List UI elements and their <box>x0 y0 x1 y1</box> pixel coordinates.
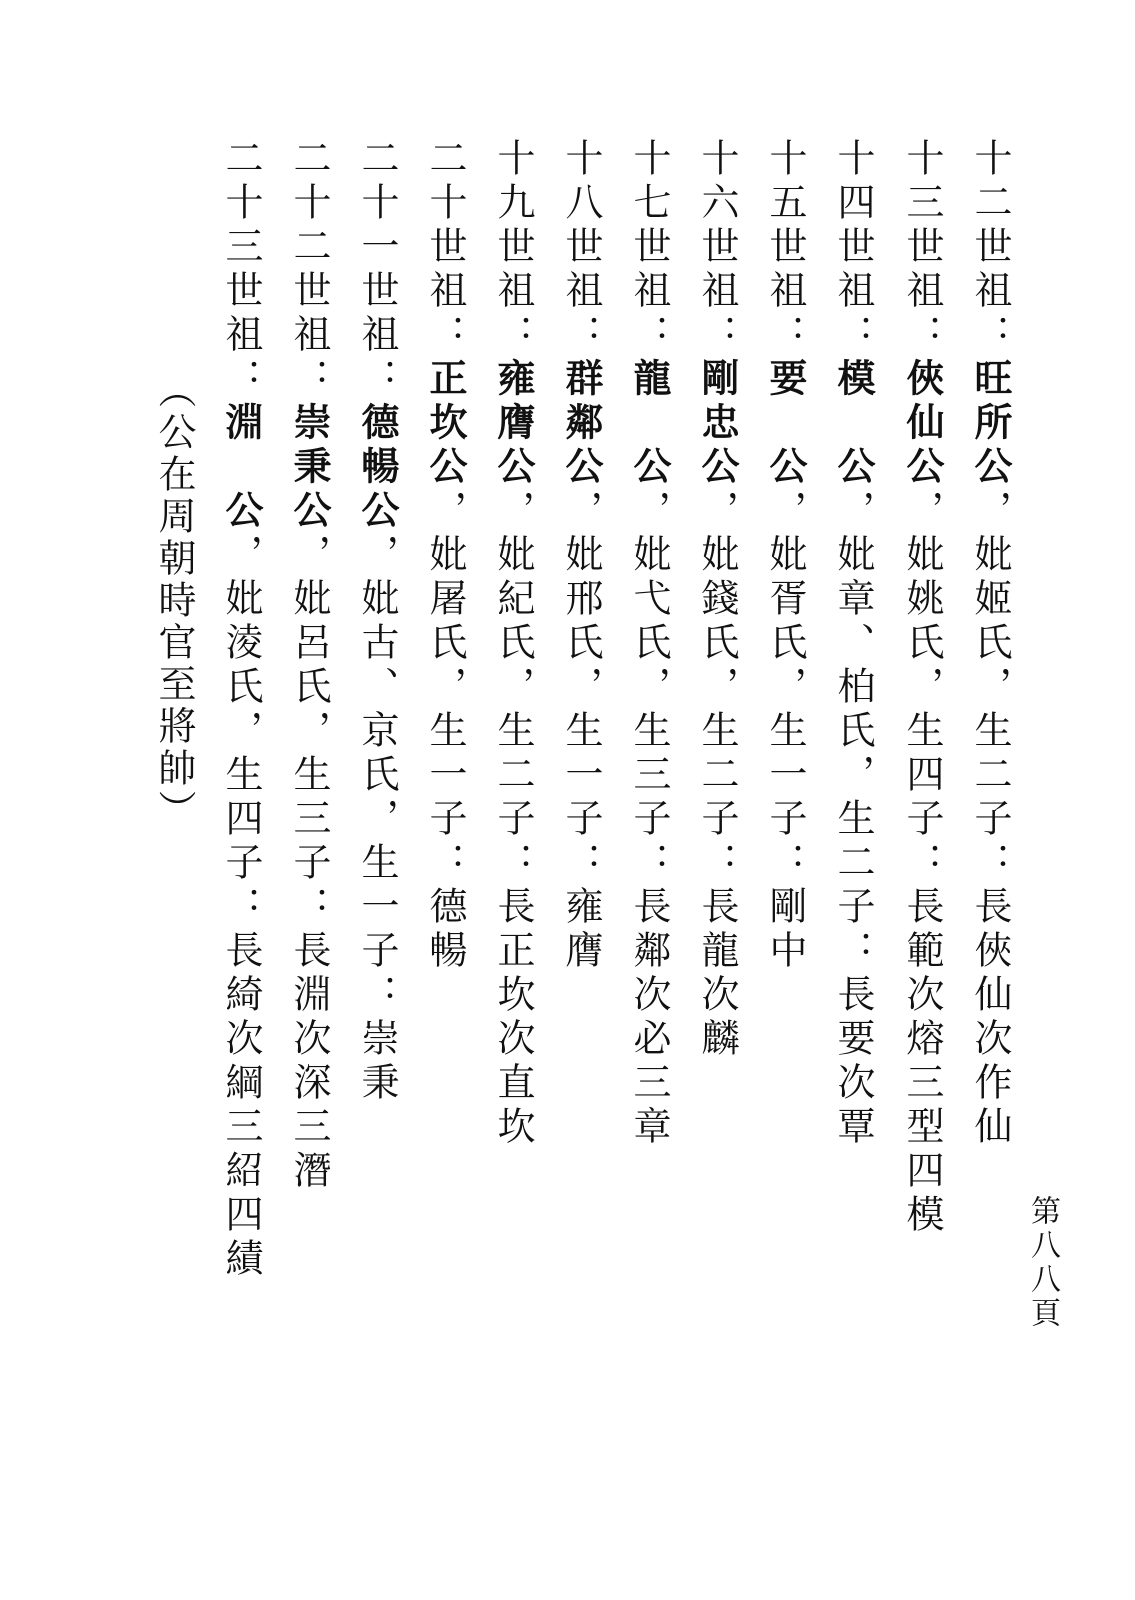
generation-details: ，妣紀氏，生二子：長正坎次直坎 <box>491 490 535 1150</box>
generation-details: ，妣章、柏氏，生二子：長要次覃 <box>831 490 875 1150</box>
generation-details: ，妣邢氏，生一子：雍膺 <box>559 490 603 974</box>
ancestor-name: 模 公 <box>831 358 875 490</box>
generation-details: ，妣錢氏，生二子：長龍次麟 <box>695 490 739 1062</box>
generation-details: ，妣屠氏，生一子：德暢 <box>423 490 467 974</box>
generation-label: 十二世祖： <box>968 138 1012 358</box>
generation-column-15 <box>761 138 809 974</box>
generation-details: ，妣淩氏，生四子：長綺次綱三紹四績 <box>219 534 263 1282</box>
generation-column-17 <box>625 138 673 1150</box>
generation-label: 十七世祖： <box>627 138 671 358</box>
generation-label: 十五世祖： <box>763 138 807 358</box>
generation-details: ，妣古、京氏，生一子：崇秉 <box>355 534 399 1106</box>
ancestor-name: 要 公 <box>763 358 807 490</box>
generation-details: ，妣弋氏，生三子：長鄰次必三章 <box>627 490 671 1150</box>
generation-column-16 <box>693 138 741 1062</box>
ancestor-name: 群鄰公 <box>559 358 603 490</box>
generation-details: ，妣姬氏，生二子：長俠仙次作仙 <box>968 490 1012 1150</box>
generation-details: ，妣呂氏，生三子：長淵次深三潛 <box>287 534 331 1194</box>
generation-column-19 <box>489 138 537 1150</box>
generation-label: 二十世祖： <box>423 138 467 358</box>
generation-column-13 <box>898 138 946 1238</box>
ancestor-name: 龍 公 <box>627 358 671 490</box>
ancestor-name: 俠仙公 <box>900 358 944 490</box>
generation-column-20 <box>421 138 469 974</box>
ancestor-name: 旺所公 <box>968 358 1012 490</box>
generation-label: 二十一世祖： <box>355 138 399 402</box>
generation-label: 二十二世祖： <box>287 138 331 402</box>
ancestor-name: 淵 公 <box>219 402 263 534</box>
ancestor-name: 正坎公 <box>423 358 467 490</box>
generation-label: 十三世祖： <box>900 138 944 358</box>
generation-column-21 <box>353 138 401 1106</box>
generation-label: 十六世祖： <box>695 138 739 358</box>
ancestor-name: 崇秉公 <box>287 402 331 534</box>
ancestor-name: 剛忠公 <box>695 358 739 490</box>
generation-label: 十九世祖： <box>491 138 535 358</box>
ancestor-name: 德暢公 <box>355 402 399 534</box>
generation-details: ，妣姚氏，生四子：長範次熔三型四模 <box>900 490 944 1238</box>
generation-column-18 <box>557 138 605 974</box>
generation-column-22 <box>285 138 333 1194</box>
generation-label: 十四世祖： <box>831 138 875 358</box>
generation-column-12 <box>966 138 1014 1150</box>
generation-label: 十八世祖： <box>559 138 603 358</box>
annotation-note: （公在周朝時官至將帥） <box>152 370 196 832</box>
generation-label: 二十三世祖： <box>219 138 263 402</box>
generation-column-23 <box>217 138 265 1282</box>
generation-details: ，妣胥氏，生一子：剛中 <box>763 490 807 974</box>
ancestor-name: 雍膺公 <box>491 358 535 490</box>
page-number: 第八八頁 <box>1025 1195 1060 1331</box>
generation-column-14 <box>829 138 877 1150</box>
